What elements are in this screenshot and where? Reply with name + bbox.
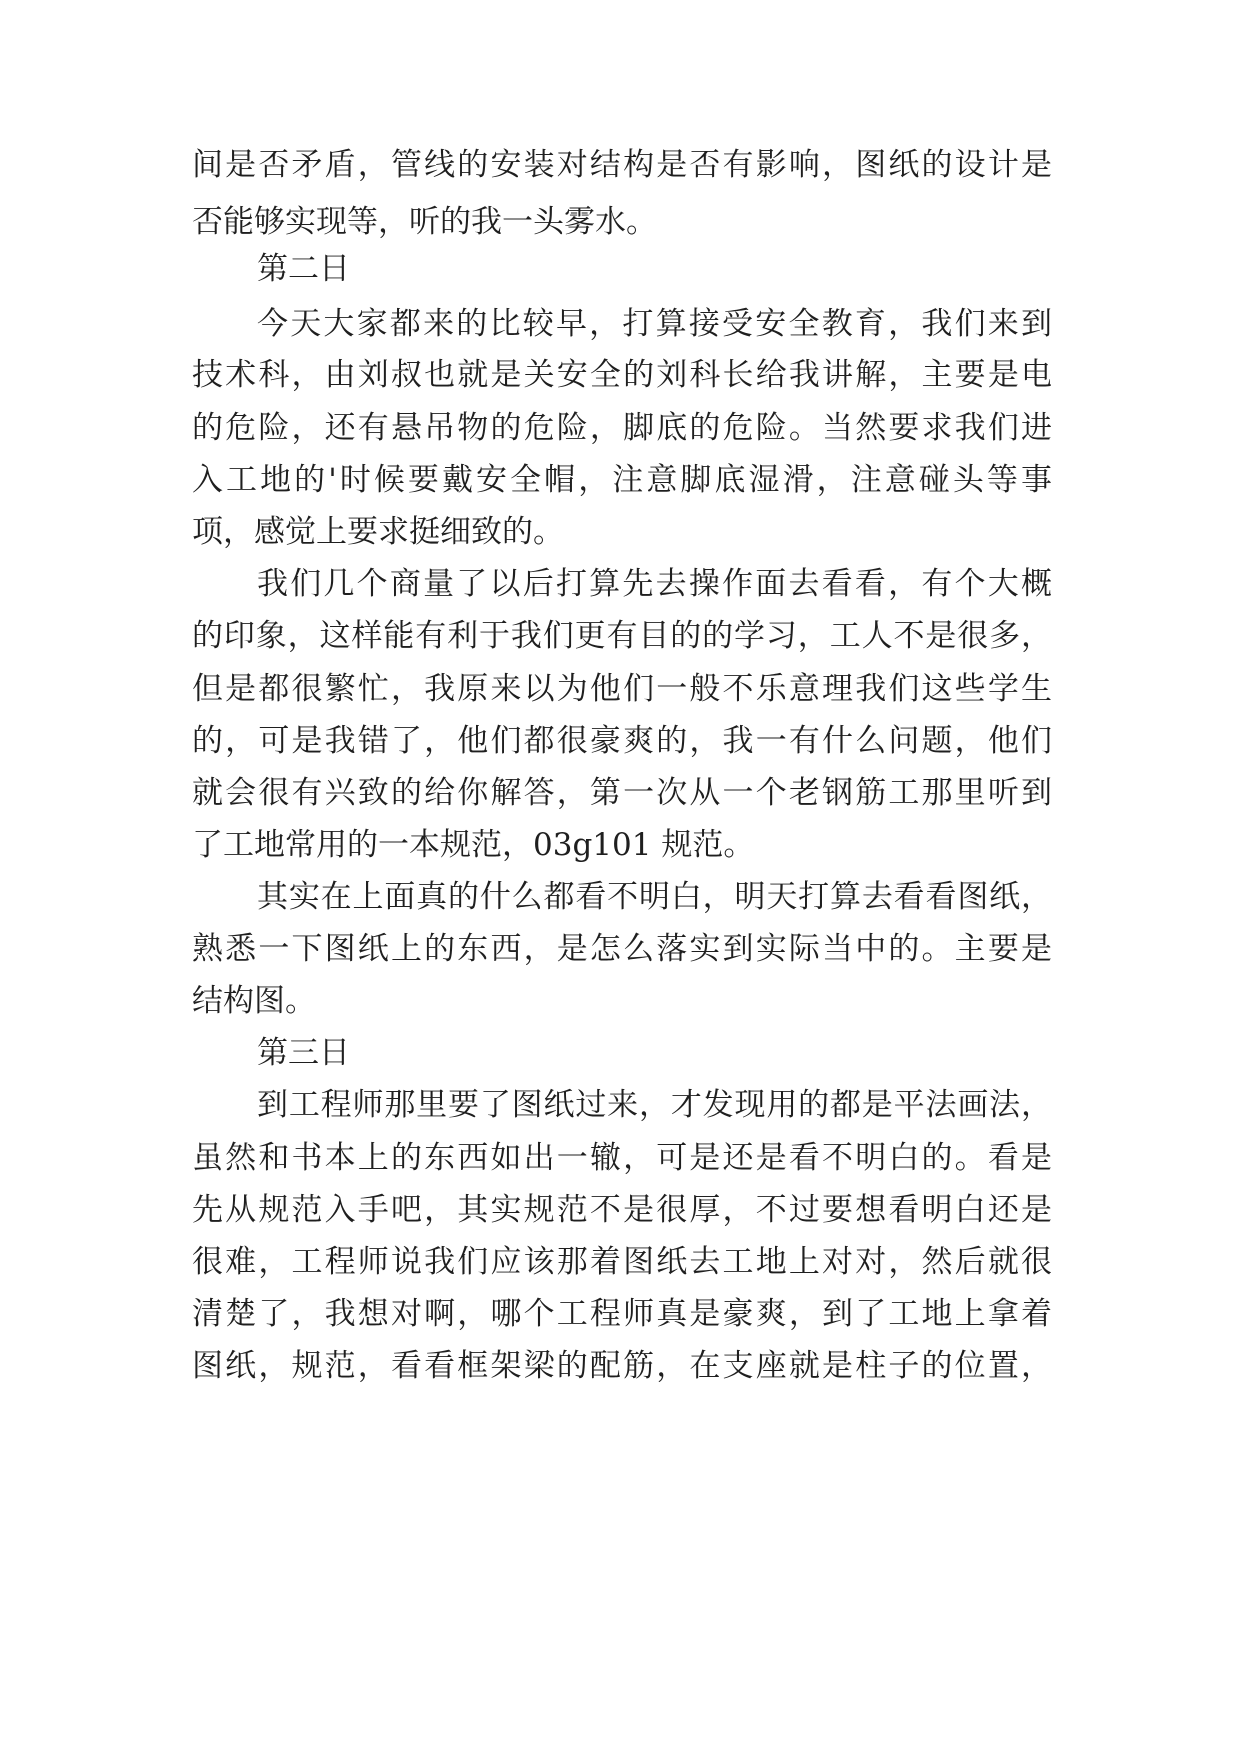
paragraph-line: 清楚了，我想对啊，哪个工程师真是豪爽，到了工地上拿着: [192, 1296, 1052, 1332]
paragraph-line: 技术科，由刘叔也就是关安全的刘科长给我讲解，主要是电: [192, 357, 1052, 393]
text-line-2: 否能够实现等，听的我一头雾水。: [192, 204, 657, 240]
paragraph-line: 的印象，这样能有利于我们更有目的的学习，工人不是很多，: [192, 618, 1052, 654]
paragraph-line: 的危险，还有悬吊物的危险，脚底的危险。当然要求我们进: [192, 410, 1052, 446]
section-heading-day-3: 第三日: [257, 1035, 350, 1071]
paragraph-line: 结构图。: [192, 983, 316, 1019]
paragraph-line: 我们几个商量了以后打算先去操作面去看看，有个大概: [257, 566, 1052, 602]
text-line-1: 间是否矛盾，管线的安装对结构是否有影响，图纸的设计是: [192, 147, 1052, 183]
paragraph-line: 就会很有兴致的给你解答，第一次从一个老钢筋工那里听到: [192, 775, 1052, 811]
paragraph-line: 熟悉一下图纸上的东西，是怎么落实到实际当中的。主要是: [192, 931, 1052, 967]
paragraph-line: 入工地的'时候要戴安全帽，注意脚底湿滑，注意碰头等事: [192, 462, 1052, 498]
paragraph-line: 了工地常用的一本规范，03g101 规范。: [192, 827, 755, 863]
paragraph-line: 其实在上面真的什么都看不明白，明天打算去看看图纸，: [257, 879, 1052, 915]
paragraph-line: 的，可是我错了，他们都很豪爽的，我一有什么问题，他们: [192, 723, 1052, 759]
paragraph-line: 到工程师那里要了图纸过来，才发现用的都是平法画法，: [257, 1087, 1052, 1123]
paragraph-line: 今天大家都来的比较早，打算接受安全教育，我们来到: [257, 306, 1052, 342]
paragraph-line: 图纸，规范，看看框架梁的配筋，在支座就是柱子的位置，: [192, 1348, 1052, 1384]
paragraph-line: 虽然和书本上的东西如出一辙，可是还是看不明白的。看是: [192, 1140, 1052, 1176]
paragraph-line: 项，感觉上要求挺细致的。: [192, 514, 564, 550]
paragraph-line: 但是都很繁忙，我原来以为他们一般不乐意理我们这些学生: [192, 671, 1052, 707]
paragraph-line: 很难，工程师说我们应该那着图纸去工地上对对，然后就很: [192, 1244, 1052, 1280]
section-heading-day-2: 第二日: [257, 251, 350, 287]
paragraph-line: 先从规范入手吧，其实规范不是很厚，不过要想看明白还是: [192, 1192, 1052, 1228]
